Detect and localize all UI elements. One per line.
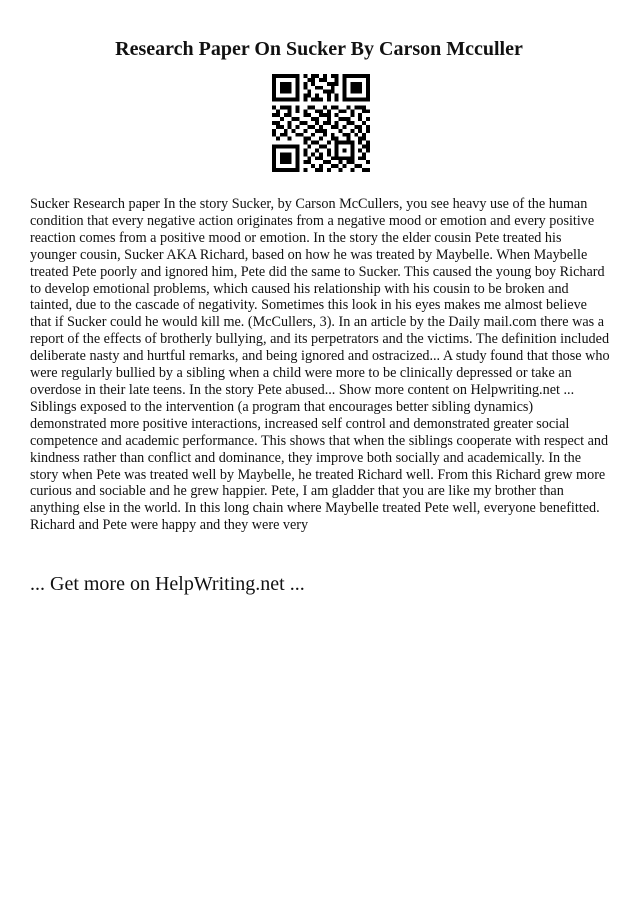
body-paragraph: Siblings exposed to the intervention (a program that encourages better sibling dynamics) demonstrated more positive interactions, increased self control and demonstrated greater social competence and academic performance. This shows that when the siblings cooperate with respect and kindness rather than conflict and dominance, they improve both socially and academically. In the story when Pete was treated well by Maybelle, he treated Richard well. From this Richard grew more curious and sociable and he grew happier. Pete, I am gladder that you are like my brother than anything else in the world. In this long chain where Maybelle treated Pete well, everyone benefitted. Richard and Pete were happy and they were very [30,398,609,534]
qr-code-icon[interactable] [272,74,370,172]
article-body [30,196,610,534]
body-paragraph: Sucker Research paper In the story Sucker, by Carson McCullers, you see heavy use of the human condition that every negative action originates from a negative mood or emotion and every positive reaction comes from a positive mood or emotion. In the story the elder cousin Pete treated his younger cousin, Sucker AKA Richard, based on how he was treated by Maybelle. When Maybelle treated Pete poorly and ignored him, Pete did the same to Sucker. This caused the young boy Richard to develop emotional problems, which caused his relationship with his cousin to be broken and tainted, due to the cascade of negativity. Sometimes this look in his eyes makes me almost believe that if Sucker could he would kill me. (McCullers, 3). In an article by the Daily mail.com there was a report of the effects of brotherly bullying, and its perpetrators and the victims. The definition included deliberate nasty and hurtful remarks, and being ignored and ostracized... A study found that those who were regularly bullied by a sibling when a child were more to be clinically depressed or take an overdose in their late teens. In the story Pete abused... Show more content on Helpwriting.net ... [30,196,610,398]
get-more-link[interactable]: ... Get more on HelpWriting.net ... [30,573,305,595]
page-title: Research Paper On Sucker By Carson Mcculler [115,38,523,60]
